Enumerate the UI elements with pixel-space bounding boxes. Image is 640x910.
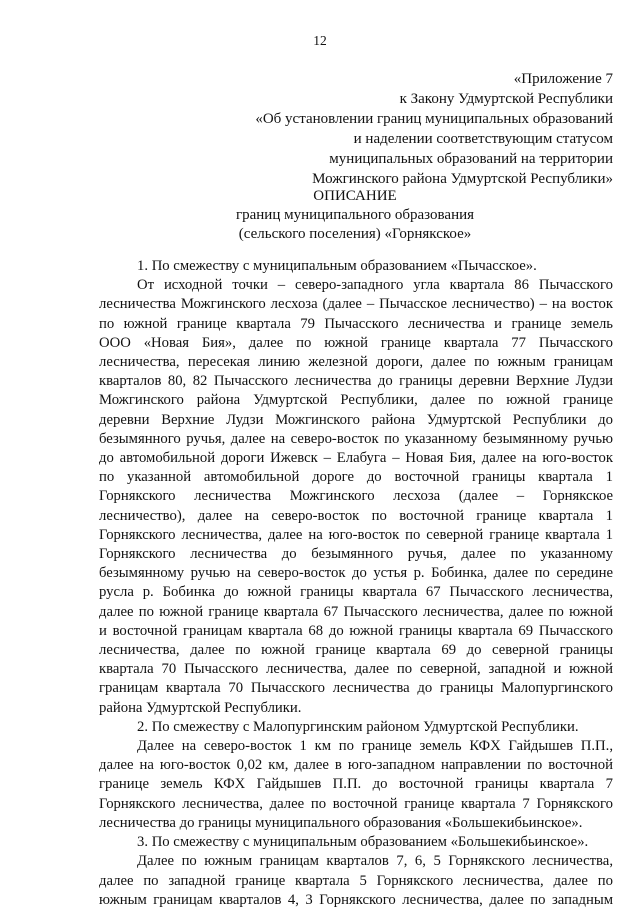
- text-line: района Удмуртской Республики.: [99, 699, 302, 716]
- text-line: по южной границе квартала 79 Пычасского лесничества и границе земель: [99, 315, 613, 332]
- text-line: Можгинского района Удмуртской Республики, далее по южной границе: [99, 392, 613, 409]
- text-line: далее по южной границе квартала 67 Пычасского лесничества, далее по южной: [99, 603, 613, 620]
- text-line: лесничества Можгинского лесхоза (далее – Пычасское лесничество) – на восток: [99, 296, 613, 313]
- section-heading: 1. По смежеству с муниципальным образованием «Пычасское».: [137, 258, 537, 274]
- title-heading: ОПИСАНИЕ: [313, 188, 397, 204]
- text-line: лесничество), далее на северо-восток по восточной границе квартала 1: [99, 507, 613, 524]
- text-line: Горнякского лесничества, далее на юго-восток по северной границе квартала 1: [99, 526, 613, 543]
- appendix-line: «Об установлении границ муниципальных образований: [255, 111, 613, 127]
- appendix-line: к Закону Удмуртской Республики: [399, 91, 613, 107]
- text-line: Горнякского лесничества до безымянного ручья, далее по указанному: [99, 546, 613, 563]
- text-line: Далее на северо-восток 1 км по границе земель КФХ Гайдышев П.П.,: [137, 738, 613, 755]
- text-line: до автомобильной дороги Ижевск – Елабуга – Новая Бия, далее на юго-восток: [99, 450, 613, 467]
- text-line: русла р. Бобинка до южной границы квартала 67 Пычасского лесничества,: [99, 584, 613, 601]
- text-line: лесничества, пересекая линию железной дороги, далее по южным границам: [99, 354, 613, 371]
- text-line: границам квартала 70 Пычасского лесничества до границы Малопургинского: [99, 680, 613, 697]
- appendix-header: [193, 69, 613, 189]
- text-line: От исходной точки – северо-западного угла квартала 86 Пычасского: [137, 277, 613, 294]
- text-line: границе земель КФХ Гайдышев П.П. до восточной границы квартала 7: [99, 776, 613, 793]
- section-heading: 2. По смежеству с Малопургинским районом Удмуртской Республики.: [137, 718, 579, 735]
- text-line: Далее по южным границам кварталов 7, 6, 5 Горнякского лесничества,: [137, 853, 613, 870]
- text-line: ООО «Новая Бия», далее по южной границе квартала 77 Пычасского: [99, 334, 613, 351]
- appendix-line: «Приложение 7: [513, 71, 613, 87]
- text-line: по указанной автомобильной дороге до восточной границы квартала 1: [99, 469, 613, 486]
- text-line: кварталов 80, 82 Пычасского лесничества до границы деревни Верхние Лудзи: [99, 373, 613, 390]
- text-line: квартала 70 Пычасского лесничества, далее по северной, западной и южной: [99, 661, 613, 678]
- page-number: 12: [313, 33, 327, 48]
- text-line: безымянному ручью на северо-восток до устья р. Бобинка, далее по середине: [99, 565, 613, 582]
- text-line: деревни Верхние Лудзи Можгинского района Удмуртской Республики до: [99, 411, 613, 428]
- text-line: лесничества до границы муниципального образования «Большекибьинское».: [99, 814, 583, 831]
- title-subline: границ муниципального образования: [235, 207, 475, 223]
- body-text: [99, 257, 613, 910]
- text-line: далее по западной границе квартала 5 Горнякского лесничества, далее по: [99, 872, 613, 889]
- text-line: безымянного ручья, далее на северо-восток по указанному безымянному ручью: [99, 430, 613, 447]
- text-line: южным границам кварталов 4, 3 Горнякского лесничества, далее по западным: [99, 891, 613, 908]
- text-line: лесничества, далее по южной границе квартала 69 до северной границы: [99, 642, 613, 659]
- appendix-line: муниципальных образований на территории: [329, 151, 613, 167]
- text-line: и восточной границам квартала 68 до южной границы квартала 69 Пычасского: [99, 622, 613, 639]
- appendix-line: и наделении соответствующим статусом: [353, 131, 613, 147]
- text-line: Горнякского лесничества, далее по восточной границе квартала 7 Горнякского: [99, 795, 613, 812]
- section-heading: 3. По смежеству с муниципальным образованием «Большекибьинское».: [137, 834, 589, 851]
- appendix-line: Можгинского района Удмуртской Республики»: [312, 171, 613, 187]
- document-title: [0, 187, 640, 244]
- text-line: далее на юго-восток 0,02 км, далее в юго-западном направлении по восточной: [99, 757, 613, 774]
- title-subline: (сельского поселения) «Горнякское»: [238, 226, 472, 242]
- text-line: Горнякского лесничества Можгинского лесхоза (далее – Горнякское: [99, 488, 613, 505]
